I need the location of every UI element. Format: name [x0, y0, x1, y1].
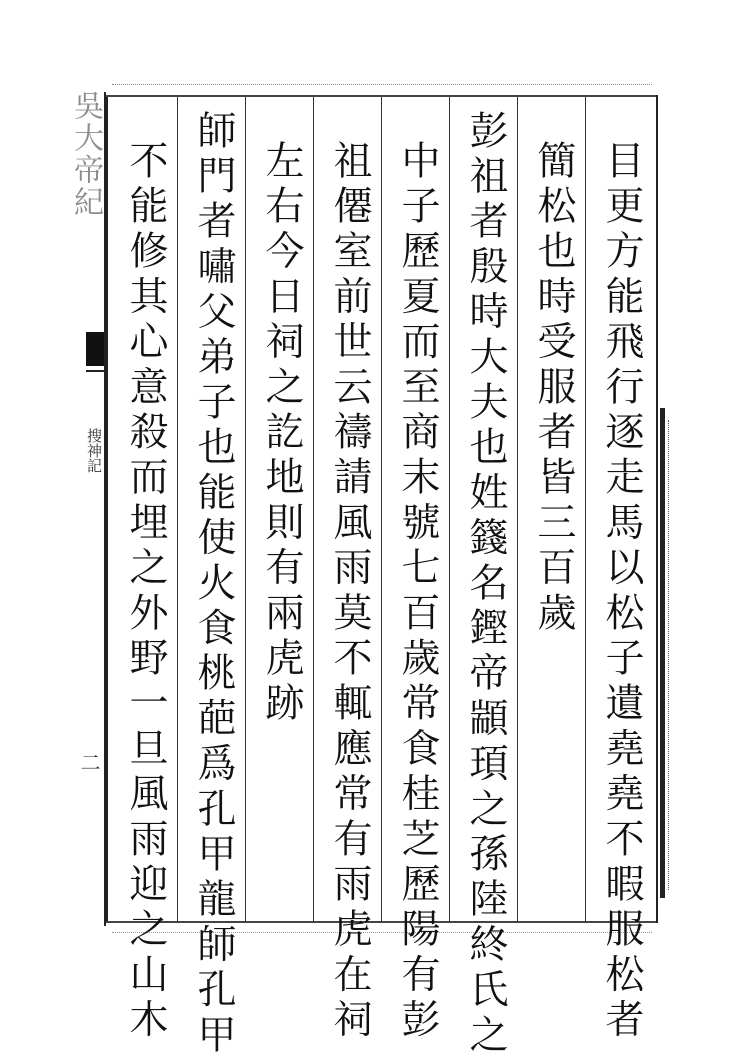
text-column-1: 目更方能飛行逐走馬以松子遺堯堯不暇服松者 [599, 140, 644, 1044]
right-edge-dots [668, 420, 669, 890]
column-rule [381, 97, 382, 921]
text-column-3: 彭祖者殷時大夫也姓籛名鏗帝顓頊之孫陸終氏之 [463, 110, 508, 1059]
column-rule [449, 97, 450, 921]
book-title: 搜神記 [85, 428, 103, 473]
text-column-4: 中子歷夏而至商末號七百歲常食桂芝歷陽有彭 [395, 140, 440, 1044]
fish-tail-line [86, 370, 104, 372]
text-column-6: 左右今日祠之訖地則有兩虎跡 [259, 140, 304, 728]
fish-tail-mark [86, 332, 104, 366]
top-border-dots [112, 84, 652, 85]
column-rule [517, 97, 518, 921]
text-column-2: 簡松也時受服者皆三百歲 [531, 140, 576, 638]
text-column-8: 不能修其心意殺而埋之外野一旦風雨迎之山木 [123, 140, 168, 1044]
text-column-5: 祖僊室前世云禱請風雨莫不輒應常有雨虎在祠 [327, 140, 372, 1044]
right-edge-mark [660, 408, 665, 898]
page-number: 二 [77, 752, 101, 772]
column-rule [177, 97, 178, 921]
column-rule [245, 97, 246, 921]
text-column-7: 師門者嘯父弟子也能使火食桃葩爲孔甲龍師孔甲 [191, 110, 236, 1059]
column-rule [585, 97, 586, 921]
column-rule [313, 97, 314, 921]
margin-partial-title: 吳大帝紀 [68, 90, 103, 218]
